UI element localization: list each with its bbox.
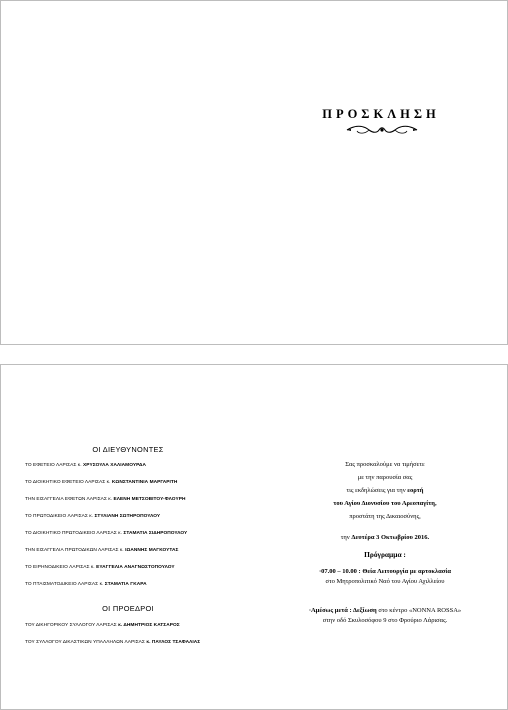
org-label: ΤΟΥ ΔΙΚΗΓΟΡΙΚΟΥ ΣΥΛΛΟΓΟΥ ΛΑΡΙΣΑΣ bbox=[25, 623, 117, 628]
presidents-heading: ΟΙ ΠΡΟΕΔΡΟΙ bbox=[102, 604, 154, 613]
program-item-2 bbox=[263, 607, 507, 614]
official-name: ΣΤΑΜΑΤΙΑ ΣΙΔΗΡΟΠΟΥΛΟΥ bbox=[123, 531, 188, 536]
director-row bbox=[25, 582, 147, 587]
program-item-1-location: στο Μητροπολιτικό Ναό του Αγίου Αχιλλείου bbox=[325, 578, 445, 585]
court-label: ΤΟ ΠΡΩΤΟΔΙΚΕΙΟ ΛΑΡΙΣΑΣ κ. bbox=[25, 514, 94, 519]
flourish-ornament-icon bbox=[345, 124, 419, 136]
court-label: ΤΟ ΔΙΟΙΚΗΤΙΚΟ ΠΡΩΤΟΔΙΚΕΙΟ ΛΑΡΙΣΑΣ κ. bbox=[25, 531, 123, 536]
directors-heading: ΟΙ ΔΙΕΥΘΥΝΟΝΤΕΣ bbox=[92, 445, 164, 454]
official-name: ΕΥΑΓΓΕΛΙΑ ΑΝΑΓΝΩΣΤΟΠΟΥΛΟΥ bbox=[96, 565, 175, 570]
director-row bbox=[25, 514, 160, 519]
program-item-2-title: ·Αμέσως μετά : Δεξίωση bbox=[308, 607, 377, 614]
invitation-inside-panel bbox=[0, 364, 508, 710]
official-name: κ. ΔΗΜΗΤΡΙΟΣ ΚΑΤΣΑΡΟΣ bbox=[118, 623, 180, 628]
official-name: ΙΩΑΝΝΗΣ ΜΑΓΚΟΥΤΑΣ bbox=[125, 548, 179, 553]
program-item-1: ·07.00 – 10.00 : Θεία Λειτουργία με αρτοκλασία bbox=[319, 568, 451, 575]
saint-name-line: του Αγίου Διονυσίου του Αρεοπαγίτη, bbox=[333, 500, 437, 507]
invite-line-3 bbox=[263, 487, 507, 494]
official-name: ΕΛΕΝΗ ΜΕΤΣΟΒΙΤΟΥ-ΦΛΟΥΡΗ bbox=[113, 497, 186, 502]
court-label: ΤΟ ΔΙΟΙΚΗΤΙΚΟ ΕΦΕΤΕΙΟ ΛΑΡΙΣΑΣ κ. bbox=[25, 480, 111, 485]
invite-feast-word: εορτή bbox=[407, 487, 424, 494]
invite-line-1: Σας προσκαλούμε να τιμήσετε bbox=[345, 461, 425, 468]
president-row bbox=[25, 640, 200, 645]
official-name: ΚΩΝΣΤΑΝΤΙΝΙΑ ΜΑΡΓΑΡΙΤΗ bbox=[111, 480, 178, 485]
court-label: ΤΟ ΕΦΕΤΕΙΟ ΛΑΡΙΣΑΣ κ. bbox=[25, 463, 82, 468]
date-prefix: την bbox=[340, 534, 350, 541]
program-label: Πρόγραμμα : bbox=[364, 550, 406, 559]
director-row bbox=[25, 463, 146, 468]
court-label: ΤΗΝ ΕΙΣΑΓΓΕΛΙΑ ΠΡΩΤΟΔΙΚΩΝ ΛΑΡΙΣΑΣ κ. bbox=[25, 548, 124, 553]
court-label: ΤΗΝ ΕΙΣΑΓΓΕΛΙΑ ΕΦΕΤΩΝ ΛΑΡΙΣΑΣ κ. bbox=[25, 497, 113, 502]
director-row bbox=[25, 531, 187, 536]
org-label: ΤΟΥ ΣΥΛΛΟΓΟΥ ΔΙΚΑΣΤΙΚΩΝ ΥΠΑΛΛΗΛΩΝ ΛΑΡΙΣΑΣ bbox=[25, 640, 145, 645]
event-date-line bbox=[263, 534, 507, 541]
invitation-title: ΠΡΟΣΚΛΗΣΗ bbox=[322, 107, 440, 121]
director-row bbox=[25, 497, 185, 502]
court-label: ΤΟ ΠΤΑΙΣΜΑΤΟΔΙΚΕΙΟ ΛΑΡΙΣΑΣ κ. bbox=[25, 582, 104, 587]
president-row bbox=[25, 623, 180, 628]
director-row bbox=[25, 565, 175, 570]
invitation-cover-panel bbox=[0, 0, 508, 345]
program-item-2-venue: στο κέντρο «NONNA ROSSA» bbox=[378, 607, 462, 614]
official-name: ΧΡΥΣΟΥΛΑ ΧΑΛΙΑΜΟΥΡΔΑ bbox=[82, 463, 147, 468]
official-name: κ. ΠΑΥΛΟΣ ΤΣΑΦΑΛΙΑΣ bbox=[146, 640, 201, 645]
director-row bbox=[25, 480, 177, 485]
patron-line: προστάτη της Δικαιοσύνης, bbox=[349, 513, 421, 520]
event-date: Δευτέρα 3 Οκτωβρίου 2016. bbox=[351, 534, 430, 541]
program-item-2-address: στην οδό Σκυλοσόφου 9 στο Φρούριο Λάρισας. bbox=[322, 617, 448, 624]
invite-line-3-text: τις εκδηλώσεις για την bbox=[346, 487, 406, 494]
invite-line-2: με την παρουσία σας bbox=[357, 474, 413, 481]
official-name: ΣΤΑΜΑΤΙΑ ΓΚΑΡΑ bbox=[104, 582, 147, 587]
director-row bbox=[25, 548, 178, 553]
court-label: ΤΟ ΕΙΡΗΝΟΔΙΚΕΙΟ ΛΑΡΙΣΑΣ κ. bbox=[25, 565, 95, 570]
official-name: ΣΤΥΛΙΑΝΗ ΣΩΤΗΡΟΠΟΥΛΟΥ bbox=[94, 514, 161, 519]
